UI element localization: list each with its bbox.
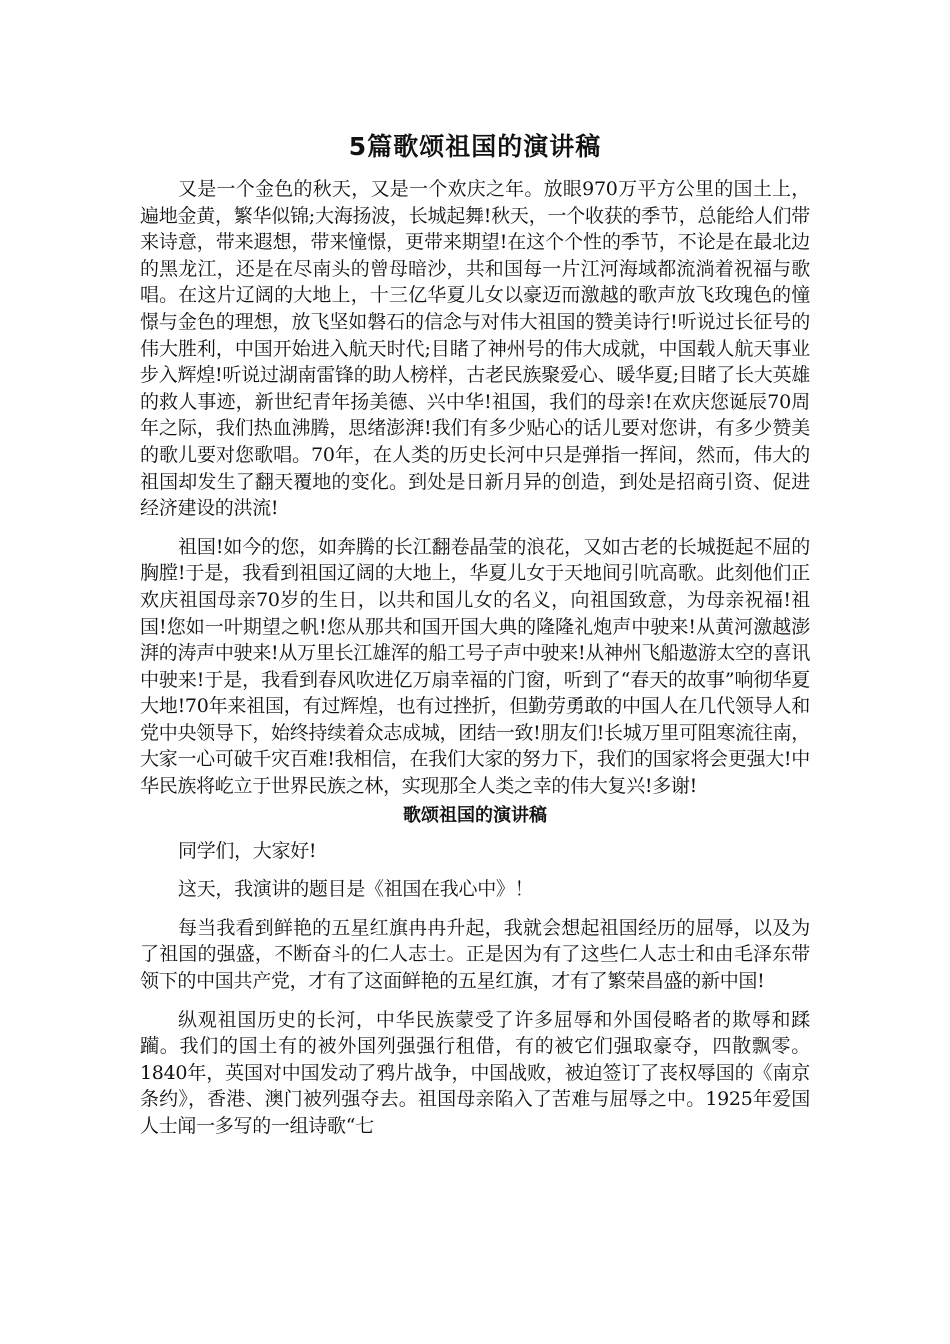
document-title: 5篇歌颂祖国的演讲稿	[348, 132, 602, 161]
document-page	[140, 130, 810, 1152]
paragraph: 每当我看到鲜艳的五星红旗冉冉升起，我就会想起祖国经历的屈辱，以及为了祖国的强盛，不断奋斗的仁人志士。正是因为有了这些仁人志士和由毛泽东带领下的中国共产党，才有了这面鲜艳的五星红旗，才有了繁荣昌盛的新中国!	[140, 916, 810, 993]
paragraph: 祖国!如今的您，如奔腾的长江翻卷晶莹的浪花，又如古老的长城挺起不屈的胸膛!于是，我看到祖国辽阔的大地上，华夏儿女于天地间引吭高歌。此刻他们正欢庆祖国母亲70岁的生日，以共和国儿女的名义，向祖国致意，为母亲祝福!祖国!您如一叶期望之帆!您从那共和国开国大典的隆隆礼炮声中驶来!从黄河激越澎湃的涛声中驶来!从万里长江雄浑的船工号子声中驶来!从神州飞船遨游太空的喜讯中驶来!于是，我看到春风吹进亿万扇幸福的门窗，听到了“春天的故事”响彻华夏大地!70年来祖国，有过辉煌，也有过挫折，但勤劳勇敢的中国人在几代领导人和党中央领导下，始终持续着众志成城，团结一致!朋友们!长城万里可阻寒流往南，大家一心可破千灾百难!我相信，在我们大家的努力下，我们的国家将会更强大!中华民族将屹立于世界民族之林，实现那全人类之幸的伟大复兴!多谢!	[140, 535, 810, 798]
section-heading: 歌颂祖国的演讲稿	[403, 804, 547, 826]
paragraph: 又是一个金色的秋天，又是一个欢庆之年。放眼970万平方公里的国土上，遍地金黄，繁华似锦;大海扬波，长城起舞!秋天，一个收获的季节，总能给人们带来诗意，带来遐想，带来憧憬，更带来期望!在这个个性的季节，不论是在最北边的黑龙江，还是在尽南头的曾母暗沙，共和国每一片江河海域都流淌着祝福与歌唱。在这片辽阔的大地上，十三亿华夏儿女以豪迈而激越的歌声放飞玫瑰色的憧憬与金色的理想，放飞坚如磐石的信念与对伟大祖国的赞美诗行!听说过长征号的伟大胜利，中国开始进入航天时代;目睹了神州号的伟大成就，中国载人航天事业步入辉煌!听说过湖南雷锋的助人榜样，古老民族聚爱心、暖华夏;目睹了长大英雄的救人事迹，新世纪青年扬美德、兴中华!祖国，我们的母亲!在欢庆您诞辰70周年之际，我们热血沸腾，思绪澎湃!我们有多少贴心的话儿要对您讲，有多少赞美的歌儿要对您歌唱。70年，在人类的历史长河中只是弹指一挥间，然而，伟大的祖国却发生了翻天覆地的变化。到处是日新月异的创造，到处是招商引资、促进经济建设的洪流!	[140, 178, 810, 520]
paragraph: 同学们，大家好!	[178, 839, 317, 862]
paragraph: 纵观祖国历史的长河，中华民族蒙受了许多屈辱和外国侵略者的欺辱和蹂躏。我们的国土有的被外国列强强行租借，有的被它们强取豪夺，四散飘零。1840年，英国对中国发动了鸦片战争，中国战败，被迫签订了丧权辱国的《南京条约》，香港、澳门被列强夺去。祖国母亲陷入了苦难与屈辱之中。1925年爱国人士闻一多写的一组诗歌“七	[140, 1008, 810, 1137]
paragraph: 这天，我演讲的题目是《祖国在我心中》！	[178, 878, 534, 901]
